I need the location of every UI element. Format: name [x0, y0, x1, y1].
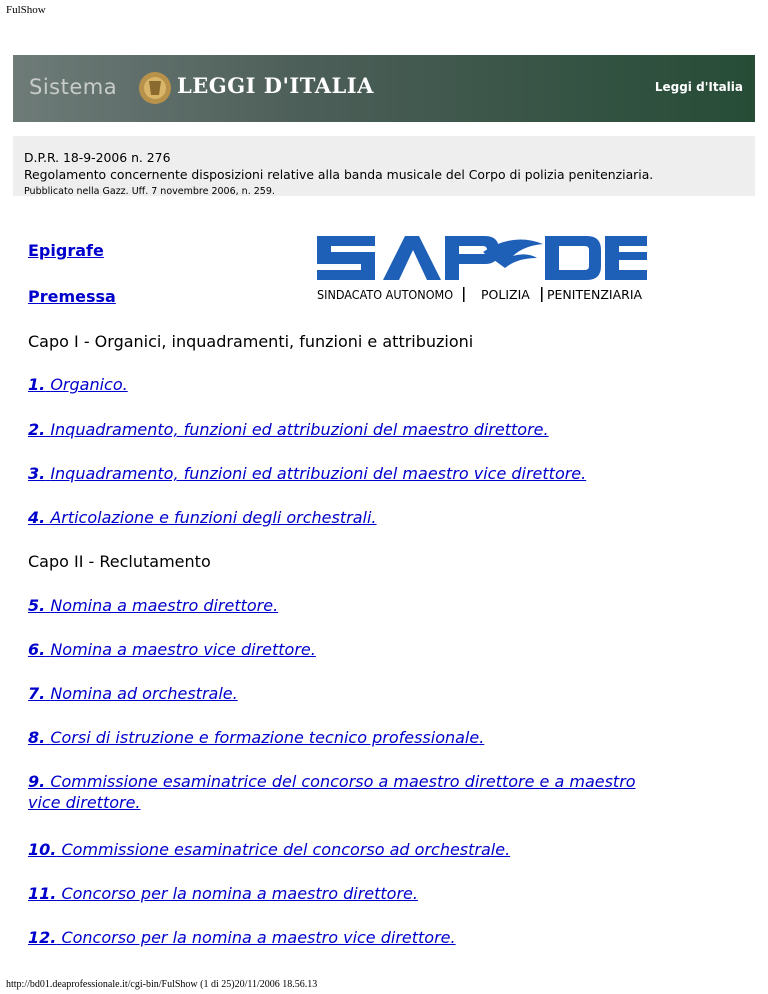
article-3-link[interactable]: 3. Inquadramento, funzioni ed attribuzioni del maestro vice direttore. [28, 464, 587, 483]
sappe-logo [313, 232, 649, 302]
article-9-link[interactable]: 9. Commissione esaminatrice del concorso a maestro direttore e a maestro [28, 772, 636, 791]
premessa-link[interactable]: Premessa [28, 287, 116, 306]
article-5-link[interactable]: 5. Nomina a maestro direttore. [28, 596, 279, 615]
article-2-link[interactable]: 2. Inquadramento, funzioni ed attribuzioni del maestro direttore. [28, 420, 549, 439]
logo-caption-1: SINDACATO AUTONOMO [317, 287, 454, 302]
toc-item [28, 420, 549, 439]
article-7-link[interactable]: 7. Nomina ad orchestrale. [28, 684, 238, 703]
toc-epigrafe [28, 241, 104, 260]
logo-caption-3: PENITENZIARIA [547, 287, 643, 302]
article-11-link[interactable]: 11. Concorso per la nomina a maestro direttore. [28, 884, 418, 903]
capo-2-heading: Capo II - Reclutamento [28, 552, 211, 571]
toc-item [28, 840, 510, 859]
capo-1-heading: Capo I - Organici, inquadramenti, funzioni e attribuzioni [28, 332, 474, 351]
site-banner [13, 55, 755, 122]
toc-item [28, 508, 377, 527]
document-info [13, 136, 755, 196]
toc-item [28, 728, 484, 747]
toc-item [28, 375, 128, 394]
print-header: FulShow [6, 4, 46, 16]
toc-item [28, 884, 418, 903]
document-title: Regolamento concernente disposizioni relative alla banda musicale del Corpo di polizia penitenziaria. [24, 167, 654, 182]
toc-item [28, 640, 316, 659]
toc-item [28, 772, 636, 791]
article-8-link[interactable]: 8. Corsi di istruzione e formazione tecnico professionale. [28, 728, 485, 747]
logo-caption-2: POLIZIA [481, 287, 530, 302]
print-footer-url: http://bd01.deaprofessionale.it/cgi-bin/FulShow (1 di 25)20/11/2006 18.56.13 [6, 979, 318, 990]
publication-note: Pubblicato nella Gazz. Uff. 7 novembre 2006, n. 259. [24, 186, 275, 197]
article-6-link[interactable]: 6. Nomina a maestro vice direttore. [28, 640, 316, 659]
toc-premessa [28, 287, 116, 306]
toc-item [28, 684, 238, 703]
toc-item [28, 928, 456, 947]
toc-item [28, 596, 278, 615]
toc-item [28, 464, 586, 483]
banner-right-label: Leggi d'Italia [654, 80, 743, 94]
epigrafe-link[interactable]: Epigrafe [28, 241, 104, 260]
article-4-link[interactable]: 4. Articolazione e funzioni degli orchestrali. [28, 508, 377, 527]
banner-sistema: Sistema [29, 75, 118, 99]
document-reference: D.P.R. 18-9-2006 n. 276 [24, 150, 171, 165]
article-12-link[interactable]: 12. Concorso per la nomina a maestro vice direttore. [28, 928, 456, 947]
article-10-link[interactable]: 10. Commissione esaminatrice del concorso ad orchestrale. [28, 840, 511, 859]
banner-title: LEGGI D'ITALIA [177, 73, 374, 98]
article-9-link-cont[interactable]: vice direttore. [28, 793, 141, 812]
article-1-link[interactable]: 1. Organico. [28, 375, 128, 394]
toc-item-continuation [28, 793, 141, 812]
italy-emblem-icon [137, 69, 173, 107]
